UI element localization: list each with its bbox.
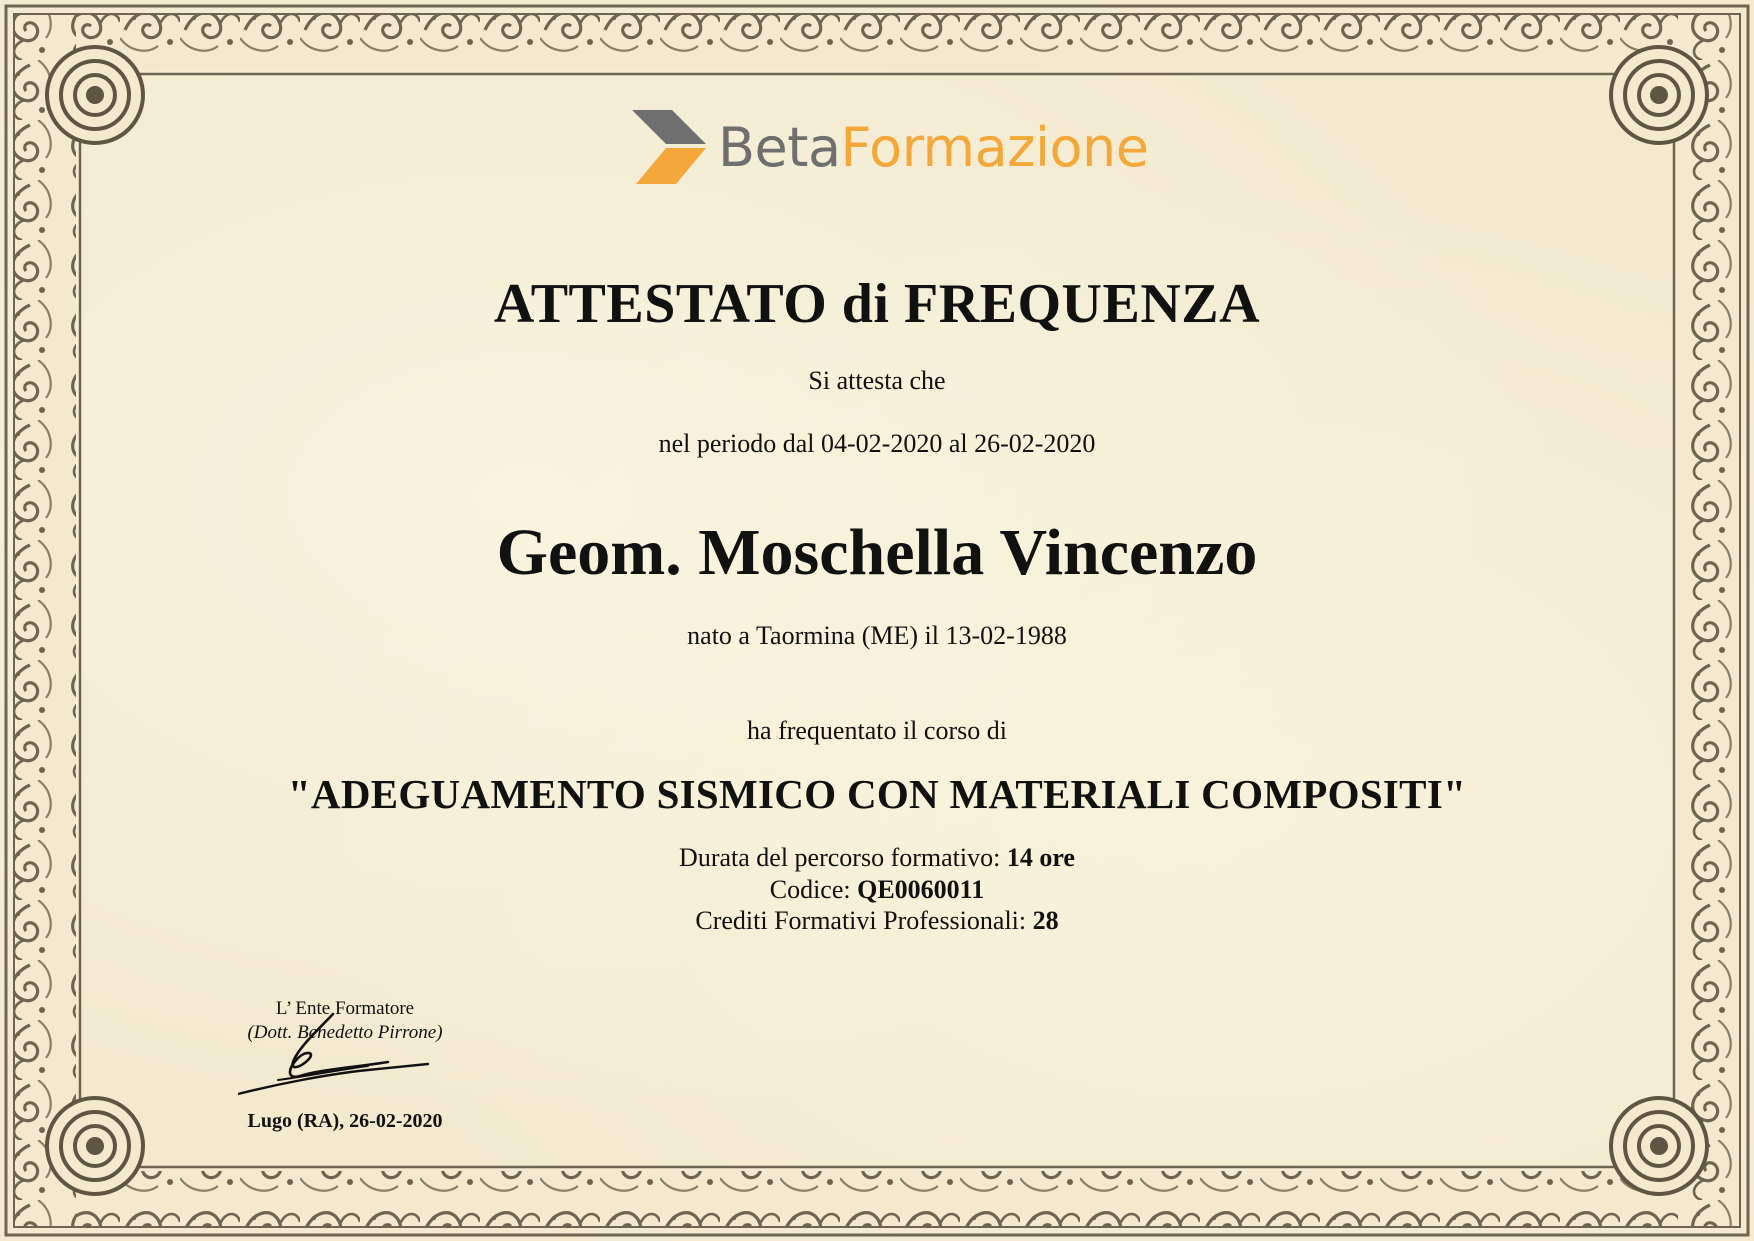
brand-logo <box>628 108 1188 198</box>
recipient-name: Geom. Moschella Vincenzo <box>496 516 1258 589</box>
chevron-logo-icon <box>628 108 708 188</box>
attended-text: ha frequentato il corso di <box>747 716 1007 745</box>
credits-label: Crediti Formativi Professionali: <box>695 906 1027 935</box>
duration-label: Durata del percorso formativo: <box>679 843 1001 872</box>
brand-wordmark-formazione: Formazione <box>840 116 1149 179</box>
birth-info: nato a Taormina (ME) il 13-02-1988 <box>687 621 1067 650</box>
brand-wordmark <box>718 116 1149 179</box>
duration-line <box>0 843 1754 873</box>
handwritten-signature <box>238 1010 438 1100</box>
course-title: "ADEGUAMENTO SISMICO CON MATERIALI COMPOSITI" <box>287 771 1467 817</box>
period-text: nel periodo dal 04-02-2020 al 26-02-2020 <box>658 429 1096 458</box>
duration-value: 14 ore <box>1006 843 1075 872</box>
ente-label: L’ Ente Formatore <box>275 998 415 1019</box>
intro-text: Si attesta che <box>808 366 946 395</box>
code-label: Codice: <box>769 875 851 904</box>
code-value: QE0060011 <box>857 875 985 904</box>
code-line <box>0 875 1754 905</box>
signer-name: (Dott. Benedetto Pirrone) <box>247 1022 443 1043</box>
certificate-title: ATTESTATO di FREQUENZA <box>493 273 1261 335</box>
credits-line <box>0 906 1754 936</box>
credits-value: 28 <box>1032 906 1059 935</box>
brand-wordmark-beta: Beta <box>718 116 841 179</box>
place-date: Lugo (RA), 26-02-2020 <box>247 1110 443 1132</box>
